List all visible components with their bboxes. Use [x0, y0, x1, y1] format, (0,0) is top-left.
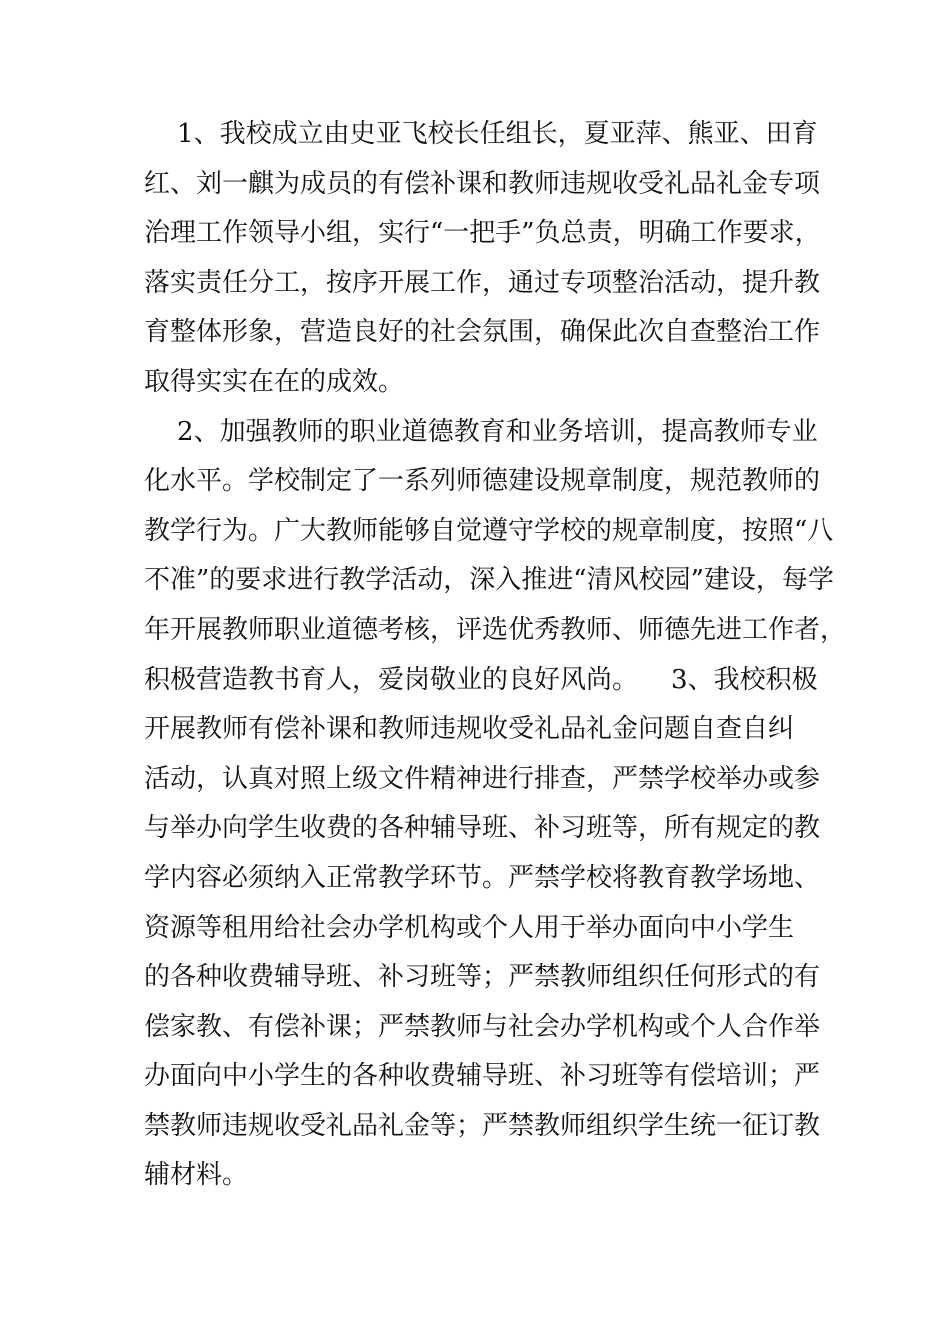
text-line: 辅材料。 [144, 1160, 249, 1191]
text-line: 资源等租用给社会办学机构或个人用于举办面向中小学生 [144, 912, 795, 943]
text-line: 化水平。学校制定了一系列师德建设规章制度，规范教师的 [144, 466, 821, 497]
text-line: 偿家教、有偿补课；严禁教师与社会办学机构或个人合作举 [144, 1011, 821, 1042]
text-line: 1、我校成立由史亚飞校长任组长，夏亚萍、熊亚、田育 [144, 119, 818, 149]
text-line: 红、刘一麒为成员的有偿补课和教师违规收受礼品礼金专项 [144, 168, 821, 199]
text-line: 学内容必须纳入正常教学环节。严禁学校将教育教学场地、 [144, 862, 821, 893]
text-line: 积极营造教书育人，爱岗敬业的良好风尚。 3、我校积极 [144, 664, 818, 695]
text-line: 活动，认真对照上级文件精神进行排查，严禁学校举办或参 [144, 763, 821, 794]
text-line: 教学行为。广大教师能够自觉遵守学校的规章制度，按照“八 [144, 515, 834, 546]
document-body [144, 110, 847, 1201]
text-line: 2、加强教师的职业道德教育和业务培训，提高教师专业 [144, 416, 818, 447]
text-line: 的各种收费辅导班、补习班等；严禁教师组织任何形式的有 [144, 962, 821, 993]
text-line: 落实责任分工，按序开展工作，通过专项整治活动，提升教 [144, 267, 821, 298]
text-line: 年开展教师职业道德考核，评选优秀教师、师德先进工作者， [144, 614, 847, 645]
text-line: 禁教师违规收受礼品礼金等；严禁教师组织学生统一征订教 [144, 1110, 821, 1141]
text-line: 不准”的要求进行教学活动，深入推进“清风校园”建设，每学 [144, 565, 834, 596]
text-line: 治理工作领导小组，实行“一把手”负总责，明确工作要求， [144, 218, 821, 249]
text-line: 开展教师有偿补课和教师违规收受礼品礼金问题自查自纠 [144, 714, 795, 745]
text-line: 育整体形象，营造良好的社会氛围，确保此次自查整治工作 [144, 317, 821, 348]
text-line: 与举办向学生收费的各种辅导班、补习班等，所有规定的教 [144, 813, 821, 844]
text-line: 办面向中小学生的各种收费辅导班、补习班等有偿培训；严 [144, 1061, 821, 1092]
text-line: 取得实实在在的成效。 [144, 366, 405, 397]
